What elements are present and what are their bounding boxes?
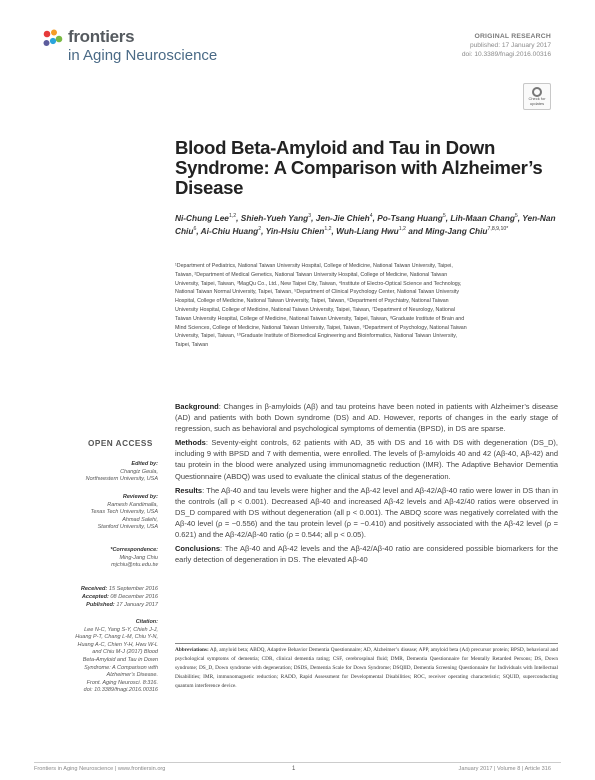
citation-line: Huang P-T, Chang L-M, Chiu Y-N, [75,634,158,641]
edited-by-block [86,461,158,484]
affiliation-line: National Taiwan Normal University, Taipei, Taiwan, ⁵Department of Clinical Psychology Center, National Taiwan University [175,289,460,296]
affiliations [175,262,560,350]
author-name[interactable]: Wuh-Liang Hwu [336,226,399,237]
citation-block [75,619,158,695]
author-separator: , [261,226,266,237]
published-date: published: 17 January 2017 [469,41,551,49]
article-meta [462,33,551,59]
author-separator: , [517,212,523,223]
citation-line: Lee N-C, Yang S-Y, Chieh J-J, [84,626,158,633]
reviewer-line: Ramesh Kandimalla, [107,501,158,508]
author-separator: , [372,212,378,223]
open-access-label: OPEN ACCESS [88,439,153,448]
correspondence-email[interactable]: mjchiu@ntu.edu.tw [111,562,158,569]
abbreviations-label: Abbreviations: [175,647,209,653]
reviewer-line: Texas Tech University, USA [90,509,158,516]
author-separator: , [331,226,337,237]
frontiers-logo[interactable] [42,24,282,72]
author-separator: , [196,226,201,237]
dates-block [81,586,158,609]
author-name[interactable]: Lih-Maan Chang [450,212,515,223]
author-name[interactable]: Ai-Chiu Huang [200,226,259,237]
author-affiliation-marker: 4 [369,213,373,219]
logo-dot-1 [44,31,51,38]
conclusions-label: Conclusions [175,544,221,554]
reviewer-line: Stanford University, USA [97,524,158,531]
citation-line: Beta-Amyloid and Tau in Down [82,656,158,663]
received-row [81,586,158,594]
citation-label: Citation: [135,619,158,625]
article-doi[interactable]: doi: 10.3389/fnagi.2016.00316 [461,50,551,58]
author-name[interactable]: Shieh-Yueh Yang [240,212,309,223]
author-affiliation-marker: 5 [514,213,518,219]
reviewed-by-block [91,494,158,532]
abstract-conclusions [175,543,558,565]
received-label: Received: [80,586,108,592]
logo-dot-3 [56,36,63,43]
author-affiliation-marker: 3 [308,213,312,219]
affiliation-line: University Hospital, College of Medicine, National Taiwan University, Taipei, Taiwan, ⁷Department of Neurology, National [175,306,455,313]
results-label: Results [175,485,203,495]
received-date: 15 September 2016 [108,586,158,592]
check-for-updates-button[interactable] [523,83,551,110]
page-number: 1 [292,766,296,772]
correspondence-block [110,547,158,570]
author-affiliation-marker: 6 [193,226,197,233]
author-separator: and [405,226,426,237]
edited-by-label: Edited by: [131,461,158,467]
citation-line: Syndrome: A Comparison with [84,664,158,671]
author-separator: , [311,212,316,223]
publisher-name: frontiers [68,27,135,46]
article-type: ORIGINAL RESEARCH [474,33,551,40]
frontiers-logo-icon [42,28,64,50]
affiliation-line: Mind Sciences, College of Medicine, National Taiwan University, Taipei, Taiwan, ⁹Department of Psychology, National Taiwan [175,324,467,331]
editor-line: Changiz Geula, [120,468,158,475]
author-name[interactable]: Ni-Chung Lee [175,212,229,223]
author-affiliation-marker: 1,2 [324,226,332,233]
background-text: : Changes in β-amyloids (Aβ) and tau proteins have been noted in patients with Alzheimer’s disease (AD) and patients with both Down syndrome (DS) and AD. However, reports of changes in the early stage of regression, such as behavioral and psychological symptoms of dementia (BPSD), in DS are sparse. [175,402,558,434]
author-name[interactable]: Po-Tsang Huang [377,212,443,223]
journal-name: in Aging Neuroscience [68,47,218,64]
reviewed-by-label: Reviewed by: [122,494,158,500]
accepted-row [81,594,158,602]
citation-line: Front. Aging Neurosci. 8:316. [86,679,158,686]
affiliation-line: University, Taipei, Taiwan, ¹⁰Graduate Institute of Biomedical Engineering and Bioinformatics, National Taiwan University, [175,333,457,340]
affiliation-line: Hospital, College of Medicine, National Taiwan University, Taipei, Taiwan, ⁶Department of Psychiatry, National Taiwan [175,298,449,305]
citation-line: and Chiu M-J (2017) Blood [92,649,158,656]
logo-dot-4 [50,38,56,44]
methods-text: : Seventy-eight controls, 62 patients with AD, 35 with DS and 16 with DS with degeneration (DS_D), including 9 with BPSD and 7 with dementia, were enrolled. The levels of β-amyloids 40 and 42 (Aβ-40, Aβ-42) and tau protein in the blood were analyzed using immunomagnetic reduction (IMR). The Adaptive Behavior Dementia Questionnaire (ABDQ) was used to evaluate the clinical status of the degeneration. [175,438,558,481]
logo-dot-2 [51,30,57,36]
logo-dot-5 [44,40,50,46]
affiliation-line: Taipei, Taiwan [175,342,209,349]
author-name[interactable]: Yin-Hsiu Chien [265,226,325,237]
affiliation-line: ¹Department of Pediatrics, National Taiwan University Hospital, College of Medicine, National Taiwan University, Taipei, [175,263,453,269]
author-separator: , [236,212,241,223]
footer-journal-link[interactable]: Frontiers in Aging Neuroscience | www.frontiersin.org [34,766,166,772]
author-name[interactable]: Jen-Jie Chieh [315,212,370,223]
author-separator: , [445,212,451,223]
abbreviations-text: Aβ, amyloid beta; ABDQ, Adaptive Behavior Dementia Questionnaire; AD, Alzheimer’s disease; APP, amyloid beta (A4) precursor protein; BPSD, behavioral and psychological symptoms of dementia; CDR, clinical dementia rating; CSF, cerebrospinal fluid; DMR, Dementia Questionnaire for Mentally Retarded Persons; DS, Down syndrome; DS_D, Down syndrome with degeneration; DSDS, Dementia Scale for Down Syndrome; DSQIID, Dementia Screening Questionnaire for Individuals with Intellectual Disabilities; IMR, immunomagnetic reduction; RADD, Rapid Assessment for Developmental Disabilities; ROC, receiver operating characteristic; SQUID, superconducting quantum interference device. [175,647,558,689]
results-text: : The Aβ-40 and tau levels were higher and the Aβ-42 level and Aβ-42/Aβ-40 ratio were lower in DS than in the controls (all p < 0.001). Decreased Aβ-40 and increased Aβ-42 levels and Aβ-42/40 ratios were observed in DS_D compared with DS without degeneration (all p < 0.001). The ABDQ score was negatively correlated with the Aβ-40 level (ρ = −0.556) and the tau protein level (ρ = −0.410) and positively associated with the Aβ-42 level (ρ = 0.621) and the Aβ-42/Aβ-40 ratio (ρ = 0.544; all p < 0.05). [175,485,558,540]
affiliation-line: Taiwan, ²Department of Medical Genetics, National Taiwan University Hospital, College of Medicine, National Taiwan [175,271,448,278]
accepted-label: Accepted: [81,593,109,600]
reviewer-line: Ahmad Salehi, [122,516,158,523]
affiliation-line: Taiwan University Hospital, College of Medicine, National Taiwan University, Taipei, Taiwan, ⁸Graduate Institute of Brain and [175,315,465,322]
citation-line: Huang A-C, Chien Y-H, Hwu W-L [77,641,158,648]
citation-line: Alzheimer’s Disease. [106,672,158,679]
abstract-results [175,485,558,540]
footer-divider [34,762,561,763]
abbreviations [175,646,558,691]
citation-line[interactable]: doi: 10.3389/fnagi.2016.00316 [83,687,158,694]
accepted-date: 08 December 2016 [110,593,158,600]
editor-line: Northwestern University, USA [85,476,158,483]
check-for-updates-label: Check for updates [528,96,546,106]
author-affiliation-marker: 7,8,9,10* [487,226,509,233]
methods-label: Methods [175,438,206,448]
footer-issue-info: January 2017 | Volume 8 | Article 316 [458,766,551,772]
author-list [175,211,560,238]
author-name[interactable]: Yen-Nan Chiu [175,212,556,237]
author-affiliation-marker: 1,2 [398,226,406,233]
author-name[interactable]: Ming-Jang Chiu [425,226,488,237]
published-label: Published: [86,601,115,608]
abstract-methods [175,437,558,481]
author-affiliation-marker: 1,2 [228,213,237,219]
abstract [175,401,558,568]
correspondence-label: *Correspondence: [110,547,158,553]
published-sidebar-date: 17 January 2017 [116,601,158,608]
correspondence-name: Ming-Jang Chiu [119,554,158,561]
abbreviations-divider [175,643,558,644]
published-row [81,602,158,610]
affiliation-line: University, Taipei, Taiwan, ³MagQu Co., Ltd., New Taipei City, Taiwan, ⁴Institute of Electro-Optical Science and Technology, [175,280,462,287]
article-title: Blood Beta-Amyloid and Tau in Down Syndrome: A Comparison with Alzheimer’s Disease [175,137,543,198]
conclusions-text: : The Aβ-40 and Aβ-42 levels and the Aβ-42/Aβ-40 ratio are considered possible biomarkers for the early detection of degeneration in DS. The elevated Aβ-40 [175,544,558,565]
abstract-background [175,401,558,434]
author-affiliation-marker: 2 [258,226,262,233]
author-affiliation-marker: 5 [442,213,446,219]
background-label: Background [175,402,219,411]
